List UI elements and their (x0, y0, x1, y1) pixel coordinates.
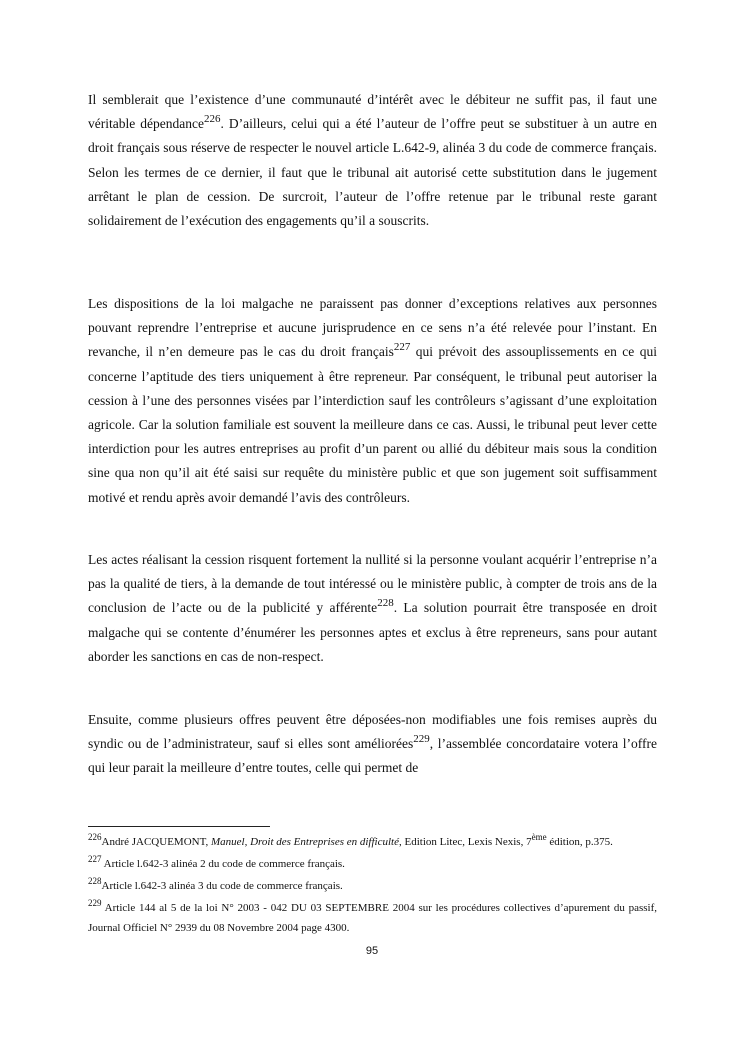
paragraph-text: Les actes réalisant la cession risquent fortement la nullité si la personne voulant acquérir l’entreprise n’a pas la qualité de tiers, à la demande de tout intéressé ou le ministère public, à compter de trois ans de la conclusion de l’acte ou de la publicité y afférente (88, 552, 657, 616)
footnote-text: Article l.642-3 alinéa 3 du code de commerce français. (101, 880, 343, 892)
footnote-superscript: ème (531, 832, 547, 842)
footnote-number: 227 (88, 854, 102, 864)
body-paragraph-3 (88, 548, 657, 669)
footnote-text: André JACQUEMONT, (101, 836, 211, 848)
footnotes-section (88, 832, 657, 940)
page-number: 95 (365, 945, 379, 957)
footnote-number: 229 (88, 898, 102, 908)
body-paragraph-1 (88, 88, 657, 233)
paragraph-text: qui prévoit des assouplissements en ce qui concerne l’aptitude des tiers uniquement à être repreneur. Par conséquent, le tribunal peut autoriser la cession à l’une des personnes visées par l’interdiction sauf les contrôleurs s’agissant d’une exploitation agricole. Car la solution familiale est souvent la meilleure dans ce cas. Aussi, le tribunal peut lever cette interdiction pour les autres entreprises au profit d’un parent ou allié du débiteur mais sous la condition sine qua non qu’il ait été saisi sur requête du ministère public et que son jugement soit suffisamment motivé et rendu après avoir demandé l’avis des contrôleurs. (88, 344, 657, 505)
footnote-number: 226 (88, 832, 102, 842)
paragraph-text: , l’assemblée concordataire votera l’offre qui leur parait la meilleure d’entre toutes, celle qui permet de (88, 736, 657, 776)
footnote-text: , Edition Litec, Lexis Nexis, 7 (398, 836, 532, 848)
footnote-reference: 228 (377, 597, 394, 610)
footnote-227 (88, 854, 657, 874)
paragraph-text: Les dispositions de la loi malgache ne paraissent pas donner d’exceptions relatives aux personnes pouvant reprendre l’entreprise et aucune jurisprudence en ce sens n’a été relevée pour l’instant. En revanche, il n’en demeure pas le cas du droit français (88, 296, 657, 360)
footnote-reference: 227 (393, 341, 411, 354)
body-paragraph-2 (88, 292, 657, 510)
footnote-separator (88, 826, 270, 827)
paragraph-text: . La solution pourrait être transposée en droit malgache qui se contente d’énumérer les personnes aptes et exclus à être repreneurs, sans pour autant aborder les sanctions en cas de non-respect. (88, 600, 657, 664)
footnote-229 (88, 898, 657, 938)
body-paragraph-4 (88, 708, 657, 781)
paragraph-text: . D’ailleurs, celui qui a été l’auteur de l’offre peut se substituer à un autre en droit français sous réserve de respecter le nouvel article L.642-9, alinéa 3 du code de commerce français. Selon les termes de ce dernier, il faut que le tribunal ait autorisé cette substitution dans le jugement arrêtant le plan de cession. De surcroit, l’auteur de l’offre retenue par le tribunal reste garant solidairement de l’exécution des engagements qu’il a souscrits. (88, 116, 658, 229)
footnote-number: 228 (88, 876, 102, 886)
footnote-text: édition, p.375. (546, 836, 613, 848)
footnote-228 (88, 876, 657, 896)
footnote-reference: 226 (203, 113, 221, 126)
footnote-reference: 229 (413, 733, 430, 746)
footnote-text: Article l.642-3 alinéa 2 du code de commerce français. (101, 858, 345, 870)
footnote-226 (88, 832, 657, 852)
footnote-text: Article 144 al 5 de la loi N° 2003 - 042 DU 03 SEPTEMBRE 2004 sur les procédures collectives d’apurement du passif, Journal Officiel N° 2939 du 08 Novembre 2004 page 4300. (88, 902, 657, 934)
footnote-italic-title: Manuel, Droit des Entreprises en difficulté (210, 836, 399, 848)
paragraph-text: Ensuite, comme plusieurs offres peuvent être déposées-non modifiables une fois remises auprès du syndic ou de l’administrateur, sauf si elles sont améliorées (88, 712, 657, 752)
paragraph-text: Il semblerait que l’existence d’une communauté d’intérêt avec le débiteur ne suffit pas, il faut une véritable dépendance (88, 92, 657, 132)
